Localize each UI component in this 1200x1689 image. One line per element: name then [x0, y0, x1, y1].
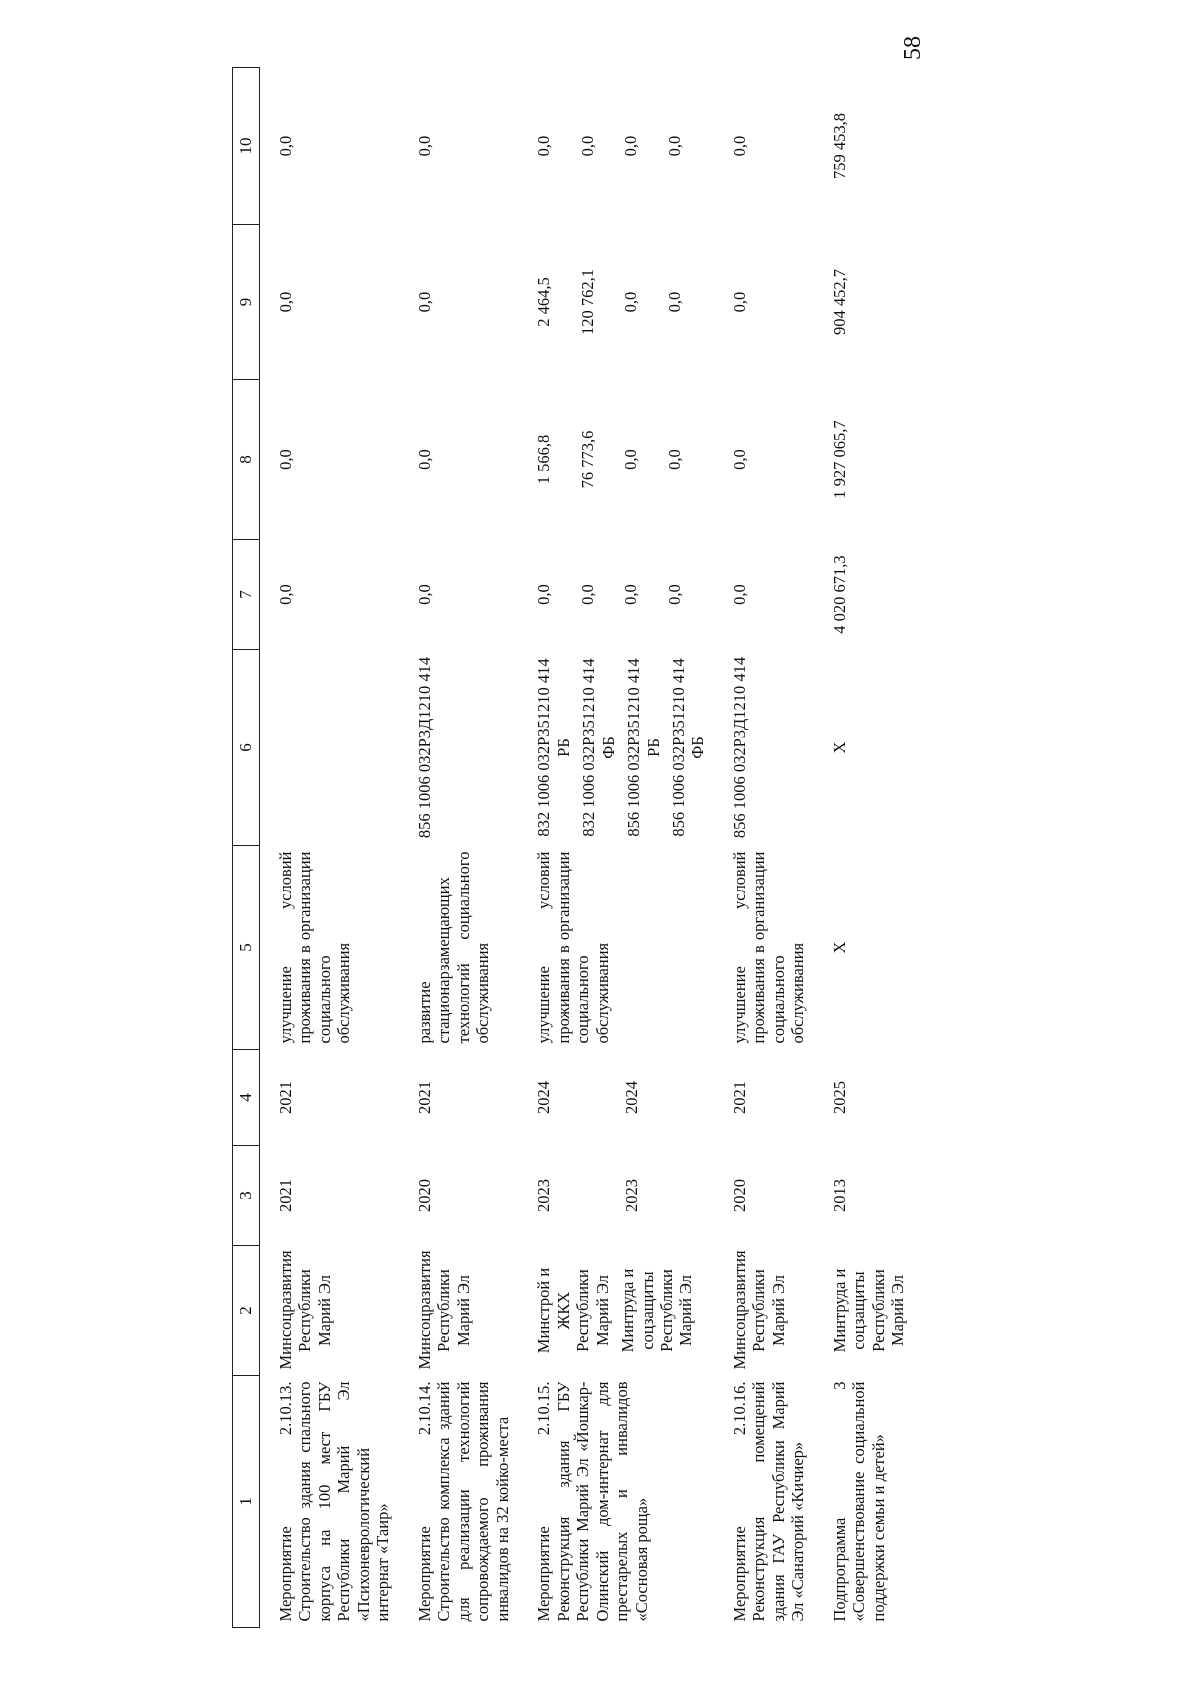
page-number: 58 — [900, 36, 926, 60]
executor: Минсоцразвития Республики Марий Эл — [414, 1250, 473, 1370]
expected-result: Х — [829, 941, 849, 954]
amount-col8: 1 927 065,7 — [829, 420, 849, 499]
col-header-9: 9 — [233, 225, 260, 380]
table-row — [808, 68, 908, 1628]
executor: Минтруда и соцзащиты Республики Марий Эл — [829, 1268, 908, 1353]
executor: Минсоцразвития Республики Марий Эл — [729, 1250, 788, 1370]
executor-b: Минтруда и соцзащиты Республики Марий Эл — [618, 1268, 696, 1353]
start-year — [512, 1146, 708, 1246]
amount-col10: 0,0 — [276, 135, 295, 157]
col-header-10: 10 — [233, 68, 260, 225]
amount-col10: 0,0 — [729, 135, 749, 157]
col-header-1: 1 — [233, 1376, 260, 1628]
budget-code — [260, 650, 393, 846]
amount-col8 — [512, 380, 708, 540]
budget-code: 856 1006 032Р3Д1210 414 — [414, 656, 434, 839]
amount-col10-1: 0,0 — [534, 135, 554, 157]
amount-col7 — [512, 540, 708, 650]
amount-col8: 0,0 — [414, 449, 434, 470]
expected-result: улучшение условий проживания в организации социального обслуживания — [534, 851, 612, 1044]
amount-col9-4: 0,0 — [664, 291, 684, 313]
amount-col8: 0,0 — [276, 449, 295, 470]
amount-col9-1: 2 464,5 — [534, 277, 554, 327]
amount-col7: 4 020 671,3 — [829, 555, 849, 634]
start-year-a: 2023 — [534, 1179, 554, 1212]
amount-col9 — [512, 225, 708, 380]
start-year: 2020 — [729, 1179, 749, 1212]
end-year: 2021 — [276, 1081, 295, 1114]
col-header-4: 4 — [233, 1050, 260, 1146]
budget-code: Х — [829, 741, 849, 754]
expected-result: улучшение условий проживания в организации социального обслуживания — [729, 851, 808, 1044]
amount-col9: 0,0 — [276, 291, 295, 313]
budget-code: 856 1006 032Р3Д1210 414 — [729, 656, 749, 839]
expected-result: развитие стационарзамещающих технологий социального обслуживания — [414, 851, 493, 1044]
amount-col8-1: 1 566,8 — [534, 434, 554, 485]
measure-name: Мероприятие 2.10.16. Реконструкция помещений здания ГАУ Республики Марий Эл «Санаторий «Кичиер» — [729, 1381, 808, 1622]
rotated-table-frame — [232, 68, 992, 1628]
column-number-header — [233, 68, 260, 1628]
start-year: 2020 — [414, 1179, 434, 1212]
amount-col7-1: 0,0 — [534, 584, 554, 605]
col-header-2: 2 — [233, 1246, 260, 1376]
program-measures-table — [232, 67, 908, 1628]
amount-col9: 0,0 — [414, 291, 434, 313]
amount-col7-4: 0,0 — [664, 584, 684, 605]
measure-name: Мероприятие 2.10.15. Реконструкция здания ГБУ Республики Марий Эл «Йошкар-Олинский дом-интернат для престарелых и инвалидов «Сосновая роща» — [534, 1381, 651, 1622]
budget-code-4: 856 1006 032Р351210 414 ФБ — [668, 658, 708, 837]
start-year: 2021 — [276, 1179, 295, 1212]
budget-code — [512, 650, 708, 846]
table-row — [260, 68, 393, 1628]
budget-code-1: 832 1006 032Р351210 414 РБ — [534, 658, 573, 837]
amount-col10-4: 0,0 — [664, 135, 684, 157]
subprogram-name: Подпрограмма 3 «Совершенствование социальной поддержки семьи и детей» — [829, 1381, 888, 1622]
amount-col9-3: 0,0 — [621, 291, 641, 313]
start-year: 2013 — [829, 1179, 849, 1212]
end-year — [512, 1050, 708, 1146]
col-header-3: 3 — [233, 1146, 260, 1246]
end-year: 2021 — [414, 1081, 434, 1114]
table-row — [393, 68, 512, 1628]
amount-col9: 0,0 — [729, 291, 749, 313]
amount-col7: 0,0 — [414, 584, 434, 605]
amount-col7: 0,0 — [276, 584, 295, 605]
col-header-6: 6 — [233, 650, 260, 846]
budget-code-2: 832 1006 032Р351210 414 ФБ — [579, 658, 618, 837]
start-year-b: 2023 — [621, 1179, 641, 1212]
measure-name: Мероприятие 2.10.13. Строительство здания спального корпуса на 100 мест ГБУ Республики Марий Эл «Психоневрологический интернат «Таир» — [276, 1381, 393, 1622]
executor: Минсоцразвития Республики Марий Эл — [276, 1250, 334, 1370]
amount-col7: 0,0 — [729, 584, 749, 605]
col-header-7: 7 — [233, 540, 260, 650]
executor-a: Минстрой и ЖКХ Республики Марий Эл — [534, 1267, 612, 1354]
amount-col10-2: 0,0 — [577, 135, 597, 157]
amount-col9-2: 120 762,1 — [577, 269, 597, 335]
amount-col8-2: 76 773,6 — [577, 430, 597, 489]
table-row — [708, 68, 808, 1628]
expected-result: улучшение условий проживания в организации социального обслуживания — [276, 851, 354, 1044]
end-year-b: 2024 — [621, 1081, 641, 1114]
amount-col7-2: 0,0 — [577, 584, 597, 605]
end-year: 2025 — [829, 1081, 849, 1114]
amount-col8-3: 0,0 — [621, 449, 641, 470]
budget-code-3: 856 1006 032Р351210 414 РБ — [624, 658, 663, 837]
amount-col10 — [512, 68, 708, 225]
end-year-a: 2024 — [534, 1081, 554, 1114]
measure-name: Мероприятие 2.10.14. Строительство комплекса зданий для реализации технологий сопровождаемого проживания инвалидов на 32 койко-места — [414, 1381, 512, 1622]
amount-col10: 0,0 — [414, 135, 434, 157]
amount-col7-3: 0,0 — [621, 584, 641, 605]
amount-col10-3: 0,0 — [621, 135, 641, 157]
col-header-5: 5 — [233, 846, 260, 1050]
amount-col10: 759 453,8 — [829, 113, 849, 179]
end-year: 2021 — [729, 1081, 749, 1114]
col-header-8: 8 — [233, 380, 260, 540]
amount-col8-4: 0,0 — [664, 449, 684, 470]
table-row — [512, 68, 708, 1628]
executor — [512, 1246, 708, 1376]
amount-col9: 904 452,7 — [829, 269, 849, 335]
amount-col8: 0,0 — [729, 449, 749, 470]
